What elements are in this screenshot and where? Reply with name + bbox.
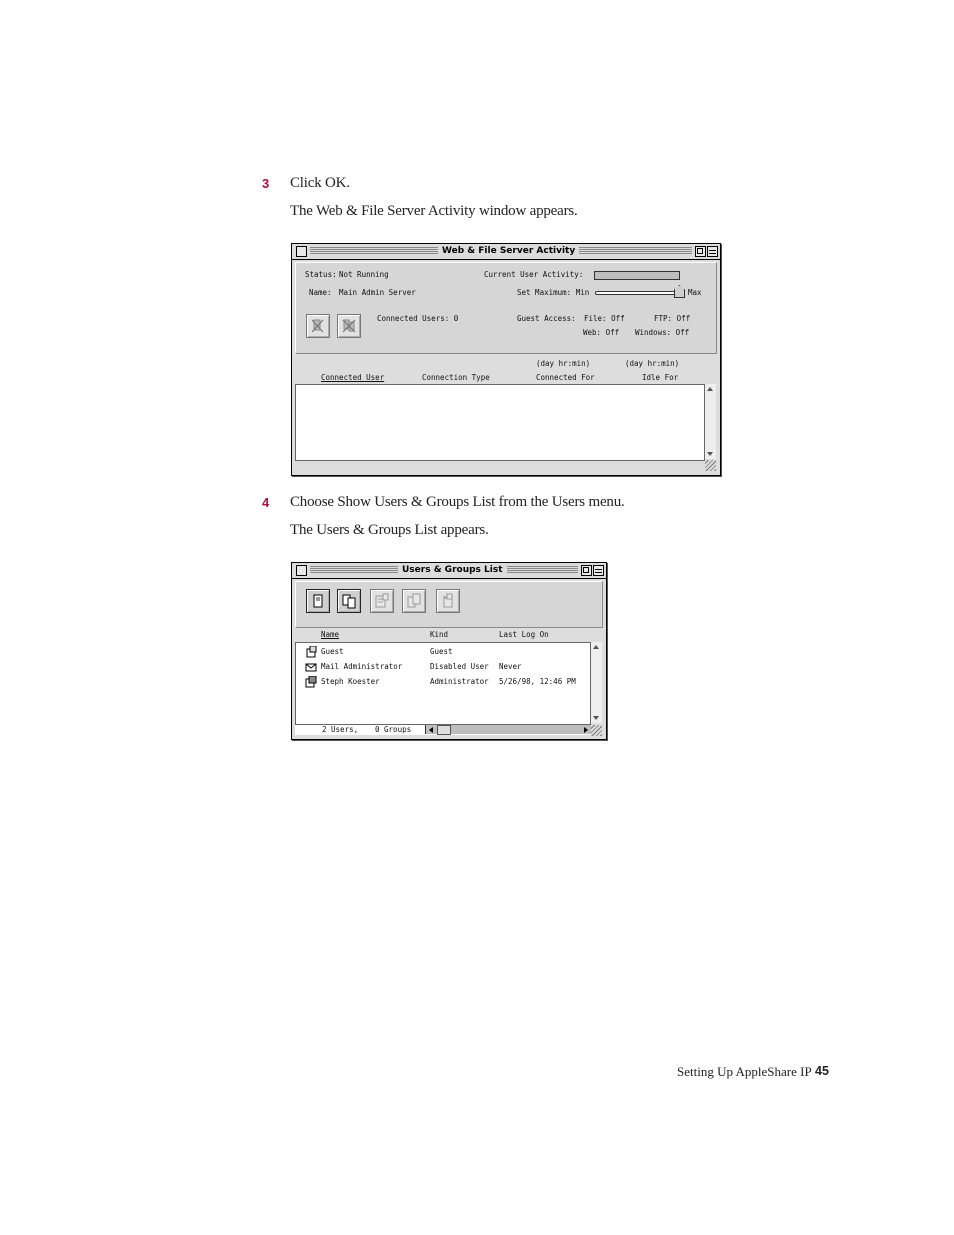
- step-instruction: Click OK.: [290, 175, 350, 191]
- collapse-box[interactable]: [593, 565, 604, 576]
- user-last-log-on: Never: [499, 662, 522, 671]
- mail-user-icon: [305, 661, 317, 673]
- footer-section-title: Setting Up AppleShare IP: [677, 1064, 812, 1079]
- user-kind: Administrator: [430, 677, 489, 686]
- step-instruction: Choose Show Users & Groups List from the Users menu.: [290, 494, 625, 510]
- step-number: 4: [262, 495, 270, 510]
- vertical-scrollbar[interactable]: [590, 642, 602, 723]
- column-idle-for[interactable]: Idle For: [642, 373, 679, 382]
- column-kind[interactable]: Kind: [430, 630, 449, 639]
- web-file-server-activity-window: [291, 243, 721, 476]
- file-status: File: Off: [584, 314, 625, 323]
- status-value: Not Running: [339, 270, 389, 279]
- new-group-button[interactable]: [337, 589, 361, 613]
- info-panel: [295, 262, 717, 354]
- guest-access-label: Guest Access:: [517, 314, 576, 323]
- column-connected-user[interactable]: Connected User: [321, 373, 385, 382]
- user-name: Steph Koester: [321, 677, 380, 686]
- name-value: Main Admin Server: [339, 288, 416, 297]
- zoom-box[interactable]: [581, 565, 592, 576]
- current-activity-label: Current User Activity:: [484, 270, 584, 279]
- scroll-up-arrow[interactable]: [707, 387, 713, 391]
- list-item[interactable]: [296, 646, 590, 659]
- scroll-down-arrow[interactable]: [707, 452, 713, 456]
- disconnect-user-icon: [310, 318, 326, 334]
- web-status: Web: Off: [583, 328, 620, 337]
- close-box[interactable]: [296, 246, 307, 257]
- maximum-slider-thumb[interactable]: [674, 285, 685, 298]
- disconnect-user-button[interactable]: [306, 314, 330, 338]
- status-label: Status:: [305, 270, 337, 279]
- column-name[interactable]: Name: [321, 630, 340, 639]
- zoom-box[interactable]: [695, 246, 706, 257]
- step-result: The Web & File Server Activity window appears.: [290, 203, 578, 219]
- disconnect-all-icon: [341, 318, 357, 334]
- idle-for-unit: (day hr:min): [625, 359, 680, 368]
- ftp-status: FTP: Off: [654, 314, 691, 323]
- user-info-icon: [374, 593, 390, 609]
- users-list[interactable]: [295, 642, 591, 725]
- name-label: Name:: [309, 288, 332, 297]
- users-count: 2 Users,: [322, 725, 359, 734]
- trash-icon: [440, 593, 456, 609]
- window-title: Users & Groups List: [398, 564, 507, 577]
- connected-users-list[interactable]: [295, 384, 705, 461]
- delete-button[interactable]: [436, 589, 460, 613]
- new-user-button[interactable]: [306, 589, 330, 613]
- page-number: 45: [815, 1064, 829, 1078]
- window-title: Web & File Server Activity: [438, 245, 579, 258]
- close-box[interactable]: [296, 565, 307, 576]
- toolbar: [295, 581, 603, 628]
- groups-count: 0 Groups: [375, 725, 412, 734]
- windows-status: Windows: Off: [635, 328, 690, 337]
- user-name: Guest: [321, 647, 344, 656]
- user-info-button[interactable]: [370, 589, 394, 613]
- vertical-scrollbar[interactable]: [704, 384, 716, 459]
- user-kind: Guest: [430, 647, 453, 656]
- max-label: Max: [688, 288, 702, 297]
- connected-for-unit: (day hr:min): [536, 359, 591, 368]
- set-maximum-label: Set Maximum: Min: [517, 288, 590, 297]
- maximum-slider-track[interactable]: [595, 291, 681, 295]
- resize-grip[interactable]: [705, 460, 716, 471]
- step-result: The Users & Groups List appears.: [290, 522, 489, 538]
- scroll-up-arrow[interactable]: [593, 645, 599, 649]
- disconnect-all-button[interactable]: [337, 314, 361, 338]
- user-name: Mail Administrator: [321, 662, 403, 671]
- users-groups-list-window: [291, 562, 607, 740]
- resize-grip[interactable]: [591, 725, 602, 736]
- column-last-log-on[interactable]: Last Log On: [499, 630, 549, 639]
- user-kind: Disabled User: [430, 662, 489, 671]
- bottom-bar: [295, 460, 703, 471]
- new-user-icon: [310, 593, 326, 609]
- collapse-box[interactable]: [707, 246, 718, 257]
- title-bar[interactable]: [292, 244, 720, 260]
- scroll-right-arrow[interactable]: [584, 727, 588, 733]
- list-item[interactable]: [296, 661, 590, 674]
- duplicate-icon: [406, 593, 422, 609]
- admin-user-icon: [305, 676, 317, 688]
- list-item[interactable]: [296, 676, 590, 689]
- new-group-icon: [341, 593, 357, 609]
- status-bar: [295, 724, 590, 735]
- scroll-thumb[interactable]: [437, 725, 451, 735]
- user-last-log-on: 5/26/98, 12:46 PM: [499, 677, 576, 686]
- connected-users-count: Connected Users: 0: [377, 314, 459, 323]
- column-connected-for[interactable]: Connected For: [536, 373, 595, 382]
- column-connection-type[interactable]: Connection Type: [422, 373, 490, 382]
- horizontal-scrollbar[interactable]: [425, 725, 591, 734]
- scroll-down-arrow[interactable]: [593, 716, 599, 720]
- step-number: 3: [262, 176, 270, 191]
- duplicate-button[interactable]: [402, 589, 426, 613]
- scroll-left-arrow[interactable]: [429, 727, 433, 733]
- title-bar[interactable]: [292, 563, 606, 579]
- guest-user-icon: [305, 646, 317, 658]
- activity-meter: [594, 271, 680, 280]
